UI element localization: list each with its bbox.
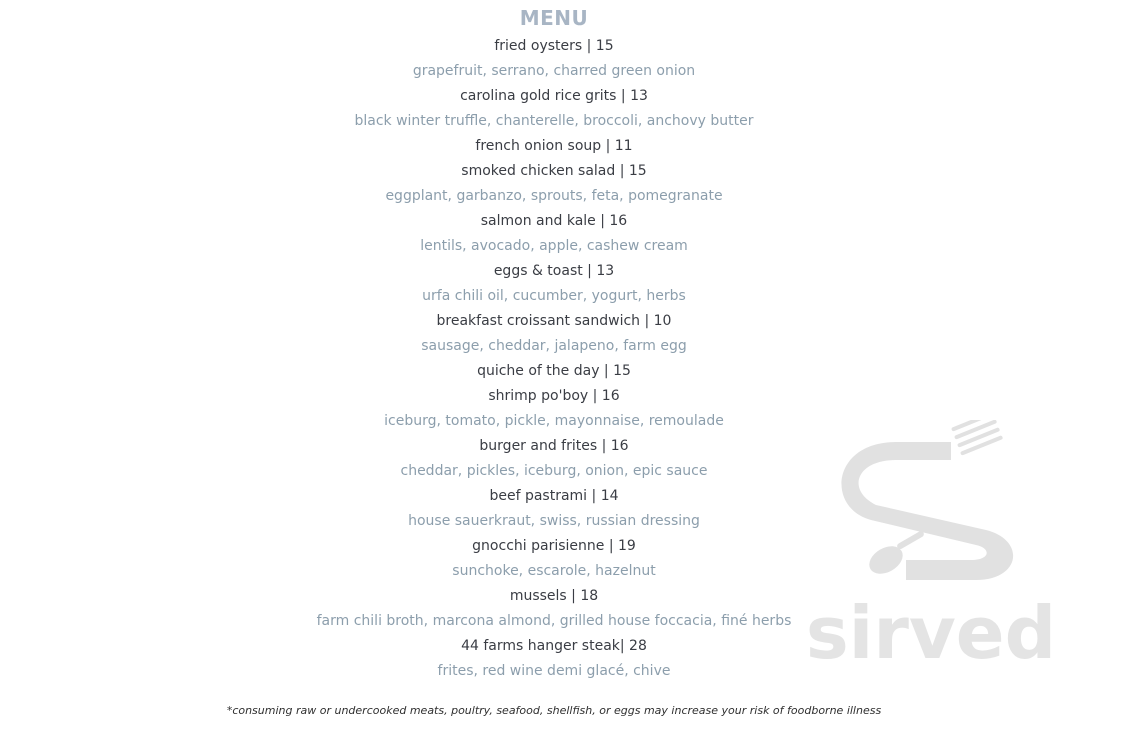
dish-line: quiche of the day | 15 [477,363,631,379]
dish-description: farm chili broth, marcona almond, grilled house foccacia, finé herbs [316,613,792,629]
dish-description: sunchoke, escarole, hazelnut [452,563,656,579]
watermark-brand-text: sirved [805,591,1057,670]
dish-line: fried oysters | 15 [494,38,614,54]
dish-description: grapefruit, serrano, charred green onion [412,63,696,79]
dish-line: salmon and kale | 16 [480,213,628,229]
dish-description: urfa chili oil, cucumber, yogurt, herbs [422,288,686,304]
menu-title: MENU [519,6,589,30]
dish-line: beef pastrami | 14 [489,488,619,504]
dish-description: iceburg, tomato, pickle, mayonnaise, remoulade [384,413,724,429]
dish-line: smoked chicken salad | 15 [461,163,647,179]
dish-line: burger and frites | 16 [479,438,629,454]
dish-line: mussels | 18 [509,588,599,604]
dish-line: breakfast croissant sandwich | 10 [436,313,672,329]
dish-description: cheddar, pickles, iceburg, onion, epic sauce [400,463,708,479]
dish-line: shrimp po'boy | 16 [488,388,620,404]
dish-description: eggplant, garbanzo, sprouts, feta, pomegranate [385,188,723,204]
dish-line: eggs & toast | 13 [493,263,615,279]
dish-description: frites, red wine demi glacé, chive [437,663,671,679]
dish-line: carolina gold rice grits | 13 [460,88,648,104]
dish-description: lentils, avocado, apple, cashew cream [420,238,688,254]
dish-line: 44 farms hanger steak| 28 [461,638,647,654]
dish-description: house sauerkraut, swiss, russian dressing [408,513,700,529]
dish-description: sausage, cheddar, jalapeno, farm egg [421,338,687,354]
dish-line: french onion soup | 11 [475,138,633,154]
dish-line: gnocchi parisienne | 19 [472,538,636,554]
allergy-disclaimer: *consuming raw or undercooked meats, poultry, seafood, shellfish, or eggs may increase your risk of foodborne illness [226,704,882,717]
dish-description: black winter truffle, chanterelle, broccoli, anchovy butter [354,113,754,129]
